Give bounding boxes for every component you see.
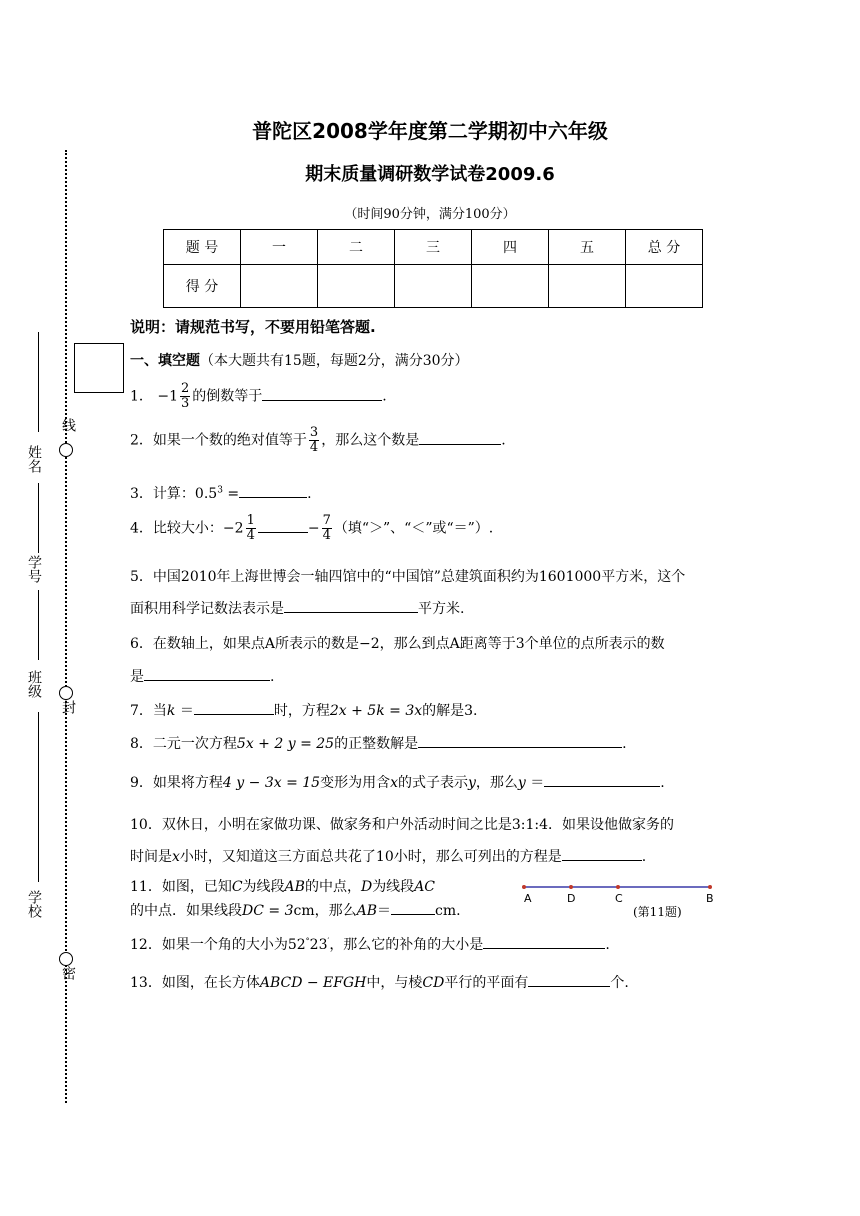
score-cell[interactable] (549, 265, 626, 308)
question-11-line1: 11．如图，已知C为线段AB的中点，D为线段AC (130, 879, 436, 895)
score-label-cell: 得 分 (164, 265, 241, 308)
label-d: D (567, 892, 576, 905)
question-6-line2: 是 . (130, 666, 274, 686)
id-label: 学号 (26, 555, 42, 583)
fraction: $\frac{7}{4}$ (322, 513, 331, 543)
question-6-line1: 6．在数轴上，如果点A所表示的数是−2，那么到点A距离等于3个单位的点所表示的数 (130, 636, 665, 652)
header-cell: 一 (241, 230, 318, 265)
fraction: $\frac{1}{4}$ (246, 513, 255, 543)
question-10-line1: 10．双休日，小明在家做功课、做家务和户外活动时间之比是3:1:4．如果设他做家务的 (130, 817, 674, 833)
answer-blank[interactable] (144, 666, 270, 681)
figure-caption: (第11题) (633, 905, 682, 919)
fraction: $\frac{2}{3}$ (181, 381, 190, 411)
name-line (38, 332, 39, 432)
binding-circle-top (59, 443, 73, 457)
class-line (38, 590, 39, 660)
section-heading (130, 350, 469, 370)
answer-blank[interactable] (284, 598, 418, 613)
score-cell[interactable] (241, 265, 318, 308)
score-box (74, 343, 124, 393)
answer-blank[interactable] (483, 934, 605, 949)
answer-blank[interactable] (528, 972, 610, 987)
answer-blank[interactable] (418, 733, 622, 748)
binding-circle-middle (59, 686, 73, 700)
question-5-line2: 面积用科学记数法表示是 平方米. (130, 598, 464, 618)
score-cell[interactable] (395, 265, 472, 308)
header-cell: 五 (549, 230, 626, 265)
class-label: 班级 (26, 670, 42, 698)
question-3: 3．计算：$0.5^3$ = . (130, 483, 312, 503)
header-cell: 总 分 (626, 230, 703, 265)
label-a: A (524, 892, 532, 905)
score-cell[interactable] (318, 265, 395, 308)
id-line (38, 483, 39, 553)
answer-blank[interactable] (562, 846, 642, 861)
figure-11-segment (516, 878, 726, 920)
score-table (163, 229, 703, 308)
answer-blank[interactable] (391, 900, 435, 915)
exam-title-line1: 普陀区2008学年度第二学期初中六年级 (252, 119, 608, 143)
question-5-line1: 5．中国2010年上海世博会一轴四馆中的“中国馆”总建筑面积约为1601000平方米，这个 (130, 569, 686, 585)
section-detail: （本大题共有15题，每题2分，满分30分） (200, 353, 469, 369)
point-b (708, 885, 712, 889)
name-label: 姓名 (26, 445, 42, 473)
point-d (569, 885, 573, 889)
label-c: C (615, 892, 623, 905)
school-label: 学校 (26, 890, 42, 918)
question-11-line2: 的中点．如果线段DC = 3cm，那么AB＝ cm. (130, 900, 461, 920)
score-table-score-row (164, 265, 703, 308)
score-cell[interactable] (626, 265, 703, 308)
question-10-line2: 时间是x小时，又知道这三方面总共花了10小时，那么可列出的方程是 . (130, 846, 646, 866)
exam-subtitle: （时间90分钟，满分100分） (344, 207, 516, 222)
answer-blank[interactable] (239, 483, 307, 498)
school-line (38, 712, 39, 882)
fraction: $\frac{3}{4}$ (309, 425, 319, 455)
answer-blank[interactable] (262, 386, 382, 401)
mark-feng: 封 (60, 700, 76, 714)
label-b: B (706, 892, 714, 905)
answer-blank[interactable] (419, 430, 501, 445)
header-cell: 二 (318, 230, 395, 265)
question-7: 7．当k ＝ 时，方程2x + 5k = 3x的解是3. (130, 700, 477, 720)
exam-title-line2: 期末质量调研数学试卷2009.6 (305, 164, 555, 185)
binding-circle-bottom (59, 952, 73, 966)
mark-xian: 线 (60, 418, 76, 432)
question-2: 2．如果一个数的绝对值等于 $\frac{3}{4}$ ，那么这个数是 . (130, 425, 506, 455)
header-cell: 四 (472, 230, 549, 265)
question-13: 13．如图，在长方体ABCD − EFGH中，与棱CD平行的平面有 个. (130, 972, 629, 992)
question-9: 9．如果将方程4 y − 3x = 15变形为用含x的式子表示y，那么y ＝ . (130, 772, 665, 792)
answer-blank[interactable] (258, 518, 308, 533)
point-a (522, 885, 526, 889)
instruction-note: 说明：请规范书写，不要用铅笔答题. (130, 318, 376, 336)
score-cell[interactable] (472, 265, 549, 308)
answer-blank[interactable] (194, 700, 274, 715)
score-table-header-row (164, 230, 703, 265)
question-1: 1． −1 $\frac{2}{3}$ 的倒数等于 . (130, 381, 387, 411)
question-8: 8．二元一次方程5x + 2 y = 25的正整数解是 . (130, 733, 627, 753)
mark-mi: 密 (60, 966, 76, 980)
question-4: 4．比较大小：−2 $\frac{1}{4}$ − $\frac{7}{4}$ （填“＞”、“＜”或“＝”）. (130, 513, 494, 543)
answer-blank[interactable] (544, 772, 660, 787)
header-cell: 三 (395, 230, 472, 265)
question-12: 12．如果一个角的大小为52°23′，那么它的补角的大小是 . (130, 934, 610, 954)
section-title: 一、填空题 (130, 353, 200, 369)
point-c (616, 885, 620, 889)
header-cell: 题 号 (164, 230, 241, 265)
